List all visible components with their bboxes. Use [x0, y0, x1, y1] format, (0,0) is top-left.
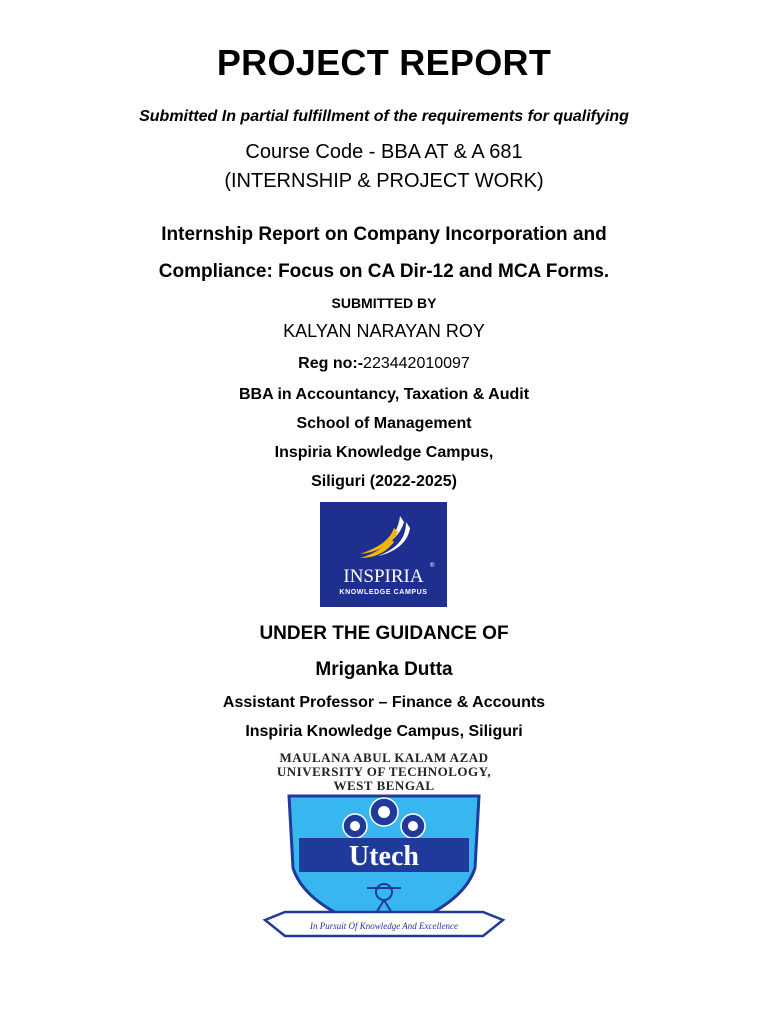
campus-name: Inspiria Knowledge Campus, [274, 444, 494, 461]
school-name: School of Management [296, 415, 472, 432]
university-name-line-1: MAULANA ABUL KALAM AZAD [279, 750, 489, 765]
inspiria-tagline: KNOWLEDGE CAMPUS [339, 589, 428, 596]
reg-label: Reg no:- [298, 355, 364, 372]
city-batch: Siliguri (2022-2025) [311, 473, 457, 490]
inspiria-logo [320, 502, 447, 607]
university-name-line-2: UNIVERSITY OF TECHNOLOGY, [276, 764, 492, 779]
university-motto: In Pursuit Of Knowledge And Excellence [309, 921, 459, 931]
report-topic-line-2: Compliance: Focus on CA Dir-12 and MCA Forms. [158, 261, 610, 282]
gears-shield-icon [255, 750, 513, 942]
course-name: (INTERNSHIP & PROJECT WORK) [224, 170, 544, 192]
registration-number [0, 355, 768, 373]
guidance-label: UNDER THE GUIDANCE OF [259, 623, 509, 644]
university-name-line-3: WEST BENGAL [333, 778, 435, 793]
guide-name: Mriganka Dutta [315, 659, 453, 680]
guide-title: Assistant Professor – Finance & Accounts [222, 694, 546, 711]
guide-institution: Inspiria Knowledge Campus, Siliguri [245, 723, 523, 740]
registered-mark: ® [430, 563, 435, 569]
report-title: PROJECT REPORT [216, 42, 552, 83]
utech-wordmark: Utech [349, 841, 419, 872]
submitted-by-label: SUBMITTED BY [331, 295, 437, 311]
submission-statement: Submitted In partial fulfillment of the requirements for qualifying [139, 108, 629, 125]
student-name: KALYAN NARAYAN ROY [283, 321, 485, 341]
report-topic-line-1: Internship Report on Company Incorporation and [161, 224, 607, 245]
course-code: Course Code - BBA AT & A 681 [245, 141, 523, 163]
program-name: BBA in Accountancy, Taxation & Audit [238, 386, 530, 403]
utech-logo [255, 750, 513, 942]
inspiria-wordmark: INSPIRIA [343, 566, 424, 587]
reg-value: 223442010097 [363, 355, 470, 372]
sail-swoosh-icon [320, 502, 447, 607]
